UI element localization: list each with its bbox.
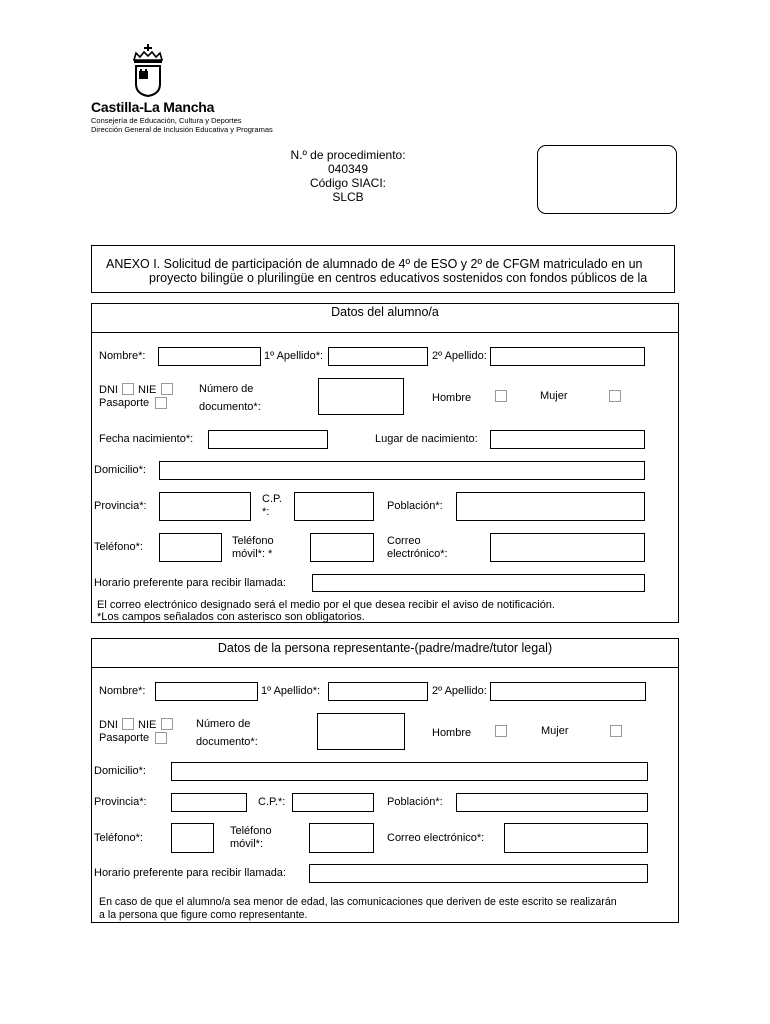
rep-poblacion-label: Población*:	[387, 796, 443, 808]
student-correo-label-1: Correo	[387, 535, 421, 547]
student-correo-label-2: electrónico*:	[387, 548, 448, 560]
rep-nombre-input[interactable]	[155, 682, 258, 701]
student-nie-checkbox[interactable]	[161, 383, 173, 395]
student-numdoc-input[interactable]	[318, 378, 404, 415]
rep-title-divider	[91, 667, 679, 668]
student-apellido2-input[interactable]	[490, 347, 645, 366]
annex-title-line-2: proyecto bilingüe o plurilingüe en centros educativos sostenidos con fondos públicos de la	[149, 271, 648, 285]
student-mujer-checkbox[interactable]	[609, 390, 621, 402]
rep-numdoc-label-2: documento*:	[196, 736, 258, 748]
procedure-label: N.º de procedimiento:	[290, 148, 406, 162]
dept-line-1: Consejería de Educación, Cultura y Deportes	[91, 116, 242, 125]
student-title-divider	[91, 332, 679, 333]
rep-apellido1-label: 1º Apellido*:	[261, 685, 321, 697]
rep-pasaporte-checkbox[interactable]	[155, 732, 167, 744]
rep-cp-label: C.P.*:	[258, 796, 286, 808]
student-dni-checkbox[interactable]	[122, 383, 134, 395]
rep-cp-input[interactable]	[292, 793, 374, 812]
student-telefono-input[interactable]	[159, 533, 222, 562]
rep-provincia-input[interactable]	[171, 793, 247, 812]
rep-pasaporte-label: Pasaporte	[99, 732, 150, 744]
student-nombre-label: Nombre*:	[99, 350, 146, 362]
rep-hombre-checkbox[interactable]	[495, 725, 507, 737]
student-lugar-input[interactable]	[490, 430, 645, 449]
rep-numdoc-input[interactable]	[317, 713, 405, 750]
student-telefono-label: Teléfono*:	[94, 541, 143, 553]
student-apellido1-label: 1º Apellido*:	[264, 350, 324, 362]
rep-mujer-label: Mujer	[541, 725, 569, 737]
student-hombre-checkbox[interactable]	[495, 390, 507, 402]
siaci-code: SLCB	[332, 190, 364, 204]
procedure-number: 040349	[327, 162, 369, 176]
rep-dni-label: DNI	[99, 719, 118, 731]
student-poblacion-label: Población*:	[387, 500, 443, 512]
procedure-info	[248, 148, 448, 204]
student-domicilio-input[interactable]	[159, 461, 645, 480]
student-fecha-input[interactable]	[208, 430, 328, 449]
annex-title-box	[91, 245, 675, 293]
student-nie-label: NIE	[138, 384, 157, 396]
rep-poblacion-input[interactable]	[456, 793, 648, 812]
rep-telefono-label: Teléfono*:	[94, 832, 143, 844]
org-name: Castilla-La Mancha	[91, 99, 215, 115]
student-pasaporte-checkbox[interactable]	[155, 397, 167, 409]
rep-hombre-label: Hombre	[432, 727, 472, 739]
student-movil-label-1: Teléfono	[232, 535, 274, 547]
rep-correo-label: Correo electrónico*:	[387, 832, 485, 844]
student-cp-input[interactable]	[294, 492, 374, 521]
student-dni-label: DNI	[99, 384, 118, 396]
student-horario-label: Horario preferente para recibir llamada:	[94, 577, 286, 589]
rep-numdoc-label-1: Número de	[196, 718, 251, 730]
student-horario-input[interactable]	[312, 574, 645, 592]
rep-movil-label-1: Teléfono	[230, 825, 272, 837]
rep-telefono-input[interactable]	[171, 823, 214, 853]
student-correo-input[interactable]	[490, 533, 645, 562]
rep-nombre-label: Nombre*:	[99, 685, 146, 697]
rep-correo-input[interactable]	[504, 823, 648, 853]
rep-note-2: a la persona que figure como representante.	[99, 909, 308, 921]
rep-dni-checkbox[interactable]	[122, 718, 134, 730]
rep-note-1: En caso de que el alumno/a sea menor de edad, las comunicaciones que deriven de este escrito se realizarán	[99, 896, 617, 908]
dept-line-2: Dirección General de Inclusión Educativa y Programas	[91, 125, 273, 134]
student-fecha-label: Fecha nacimiento*:	[99, 433, 194, 445]
rep-horario-label: Horario preferente para recibir llamada:	[94, 867, 286, 879]
student-movil-input[interactable]	[310, 533, 374, 562]
student-section-title: Datos del alumno/a	[331, 305, 439, 319]
castilla-la-mancha-logo-icon	[128, 42, 168, 98]
student-movil-label-2: móvil*: *	[232, 548, 273, 560]
rep-movil-label-2: móvil*:	[230, 838, 264, 850]
rep-apellido1-input[interactable]	[328, 682, 428, 701]
rep-mujer-checkbox[interactable]	[610, 725, 622, 737]
siaci-label: Código SIACI:	[309, 176, 387, 190]
student-nombre-input[interactable]	[158, 347, 261, 366]
student-domicilio-label: Domicilio*:	[94, 464, 146, 476]
rep-apellido2-label: 2º Apellido:	[432, 685, 487, 697]
annex-title-line-1: ANEXO I. Solicitud de participación de alumnado de 4º de ESO y 2º de CFGM matriculado en un	[106, 257, 643, 271]
student-pasaporte-label: Pasaporte	[99, 397, 150, 409]
rep-section-title: Datos de la persona representante-(padre/madre/tutor legal)	[217, 641, 553, 655]
student-poblacion-input[interactable]	[456, 492, 645, 521]
rep-domicilio-label: Domicilio*:	[94, 765, 146, 777]
rep-nie-checkbox[interactable]	[161, 718, 173, 730]
student-numdoc-label-1: Número de	[199, 383, 254, 395]
student-note-2: *Los campos señalados con asterisco son obligatorios.	[97, 611, 365, 623]
student-provincia-input[interactable]	[159, 492, 251, 521]
student-cp-label-1: C.P.	[262, 493, 282, 505]
student-mujer-label: Mujer	[540, 390, 568, 402]
student-hombre-label: Hombre	[432, 392, 472, 404]
student-cp-label-2: *:	[262, 506, 270, 518]
rep-horario-input[interactable]	[309, 864, 648, 883]
rep-movil-input[interactable]	[309, 823, 374, 853]
rep-provincia-label: Provincia*:	[94, 796, 147, 808]
rep-domicilio-input[interactable]	[171, 762, 648, 781]
student-numdoc-label-2: documento*:	[199, 401, 261, 413]
student-apellido1-input[interactable]	[328, 347, 428, 366]
rep-apellido2-input[interactable]	[490, 682, 646, 701]
rep-nie-label: NIE	[138, 719, 157, 731]
student-provincia-label: Provincia*:	[94, 500, 147, 512]
student-apellido2-label: 2º Apellido:	[432, 350, 487, 362]
student-note-1: El correo electrónico designado será el medio por el que desea recibir el aviso de notificación.	[97, 599, 555, 611]
registry-stamp-box	[537, 145, 677, 214]
student-lugar-label: Lugar de nacimiento:	[375, 433, 478, 445]
